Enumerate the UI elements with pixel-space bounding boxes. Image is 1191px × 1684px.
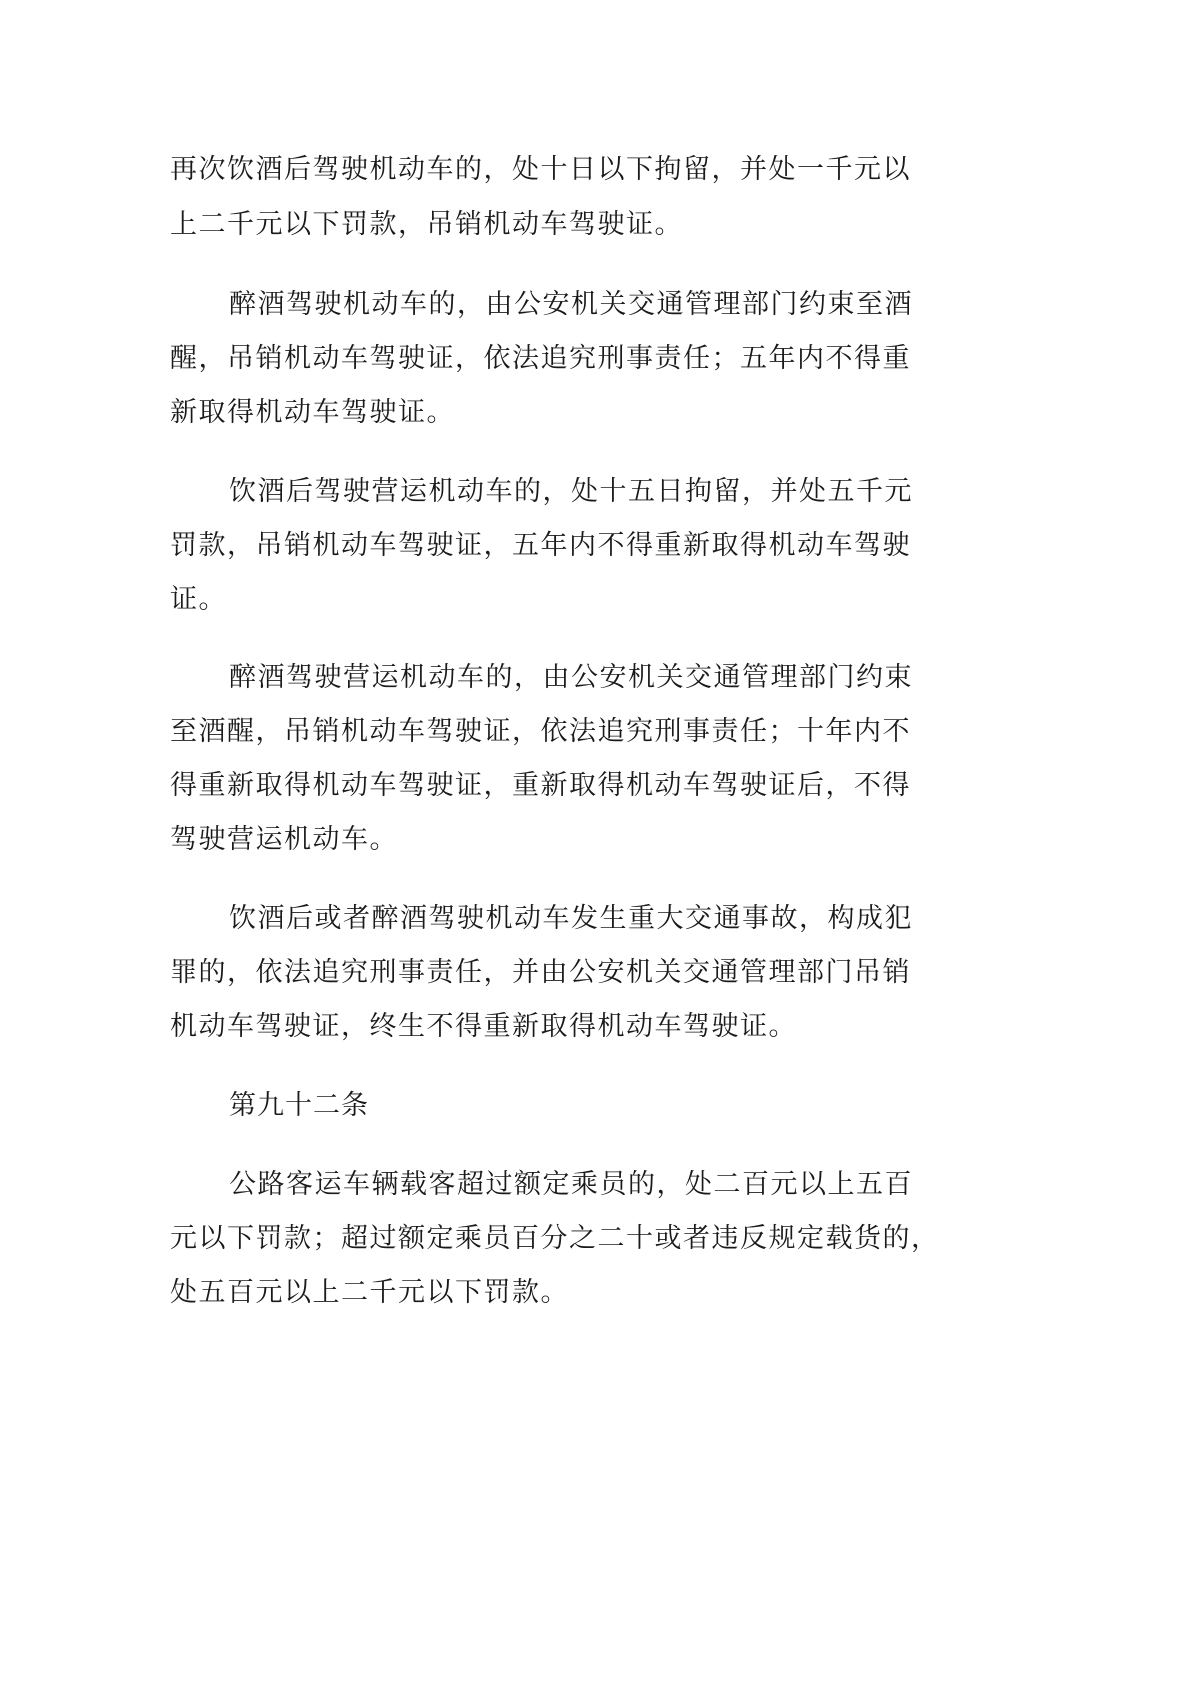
text-line: 罪的，依法追究刑事责任，并由公安机关交通管理部门吊销 [170, 957, 911, 988]
text-line: 醉酒驾驶营运机动车的，由公安机关交通管理部门约束 [229, 662, 913, 693]
text-line: 机动车驾驶证，终生不得重新取得机动车驾驶证。 [170, 1011, 797, 1042]
text-line: 饮酒后或者醉酒驾驶机动车发生重大交通事故，构成犯 [229, 903, 913, 934]
text-line: 醉酒驾驶机动车的，由公安机关交通管理部门约束至酒 [229, 289, 913, 320]
text-line: 驾驶营运机动车。 [170, 824, 398, 855]
text-line: 罚款，吊销机动车驾驶证，五年内不得重新取得机动车驾驶 [170, 530, 911, 561]
text-line: 公路客运车辆载客超过额定乘员的，处二百元以上五百 [229, 1169, 913, 1200]
article-heading: 第九十二条 [229, 1090, 369, 1121]
text-line: 证。 [170, 584, 227, 615]
text-line: 至酒醒，吊销机动车驾驶证，依法追究刑事责任；十年内不 [170, 716, 911, 747]
text-line: 得重新取得机动车驾驶证，重新取得机动车驾驶证后，不得 [170, 770, 911, 801]
text-line: 再次饮酒后驾驶机动车的，处十日以下拘留，并处一千元以 [170, 154, 911, 185]
text-line: 新取得机动车驾驶证。 [170, 397, 455, 428]
text-line: 饮酒后驾驶营运机动车的，处十五日拘留，并处五千元 [229, 476, 913, 507]
text-line: 醒，吊销机动车驾驶证，依法追究刑事责任；五年内不得重 [170, 343, 911, 374]
text-line: 元以下罚款；超过额定乘员百分之二十或者违反规定载货的， [170, 1223, 940, 1254]
text-line: 处五百元以上二千元以下罚款。 [170, 1277, 569, 1308]
text-line: 上二千元以下罚款，吊销机动车驾驶证。 [170, 209, 683, 240]
